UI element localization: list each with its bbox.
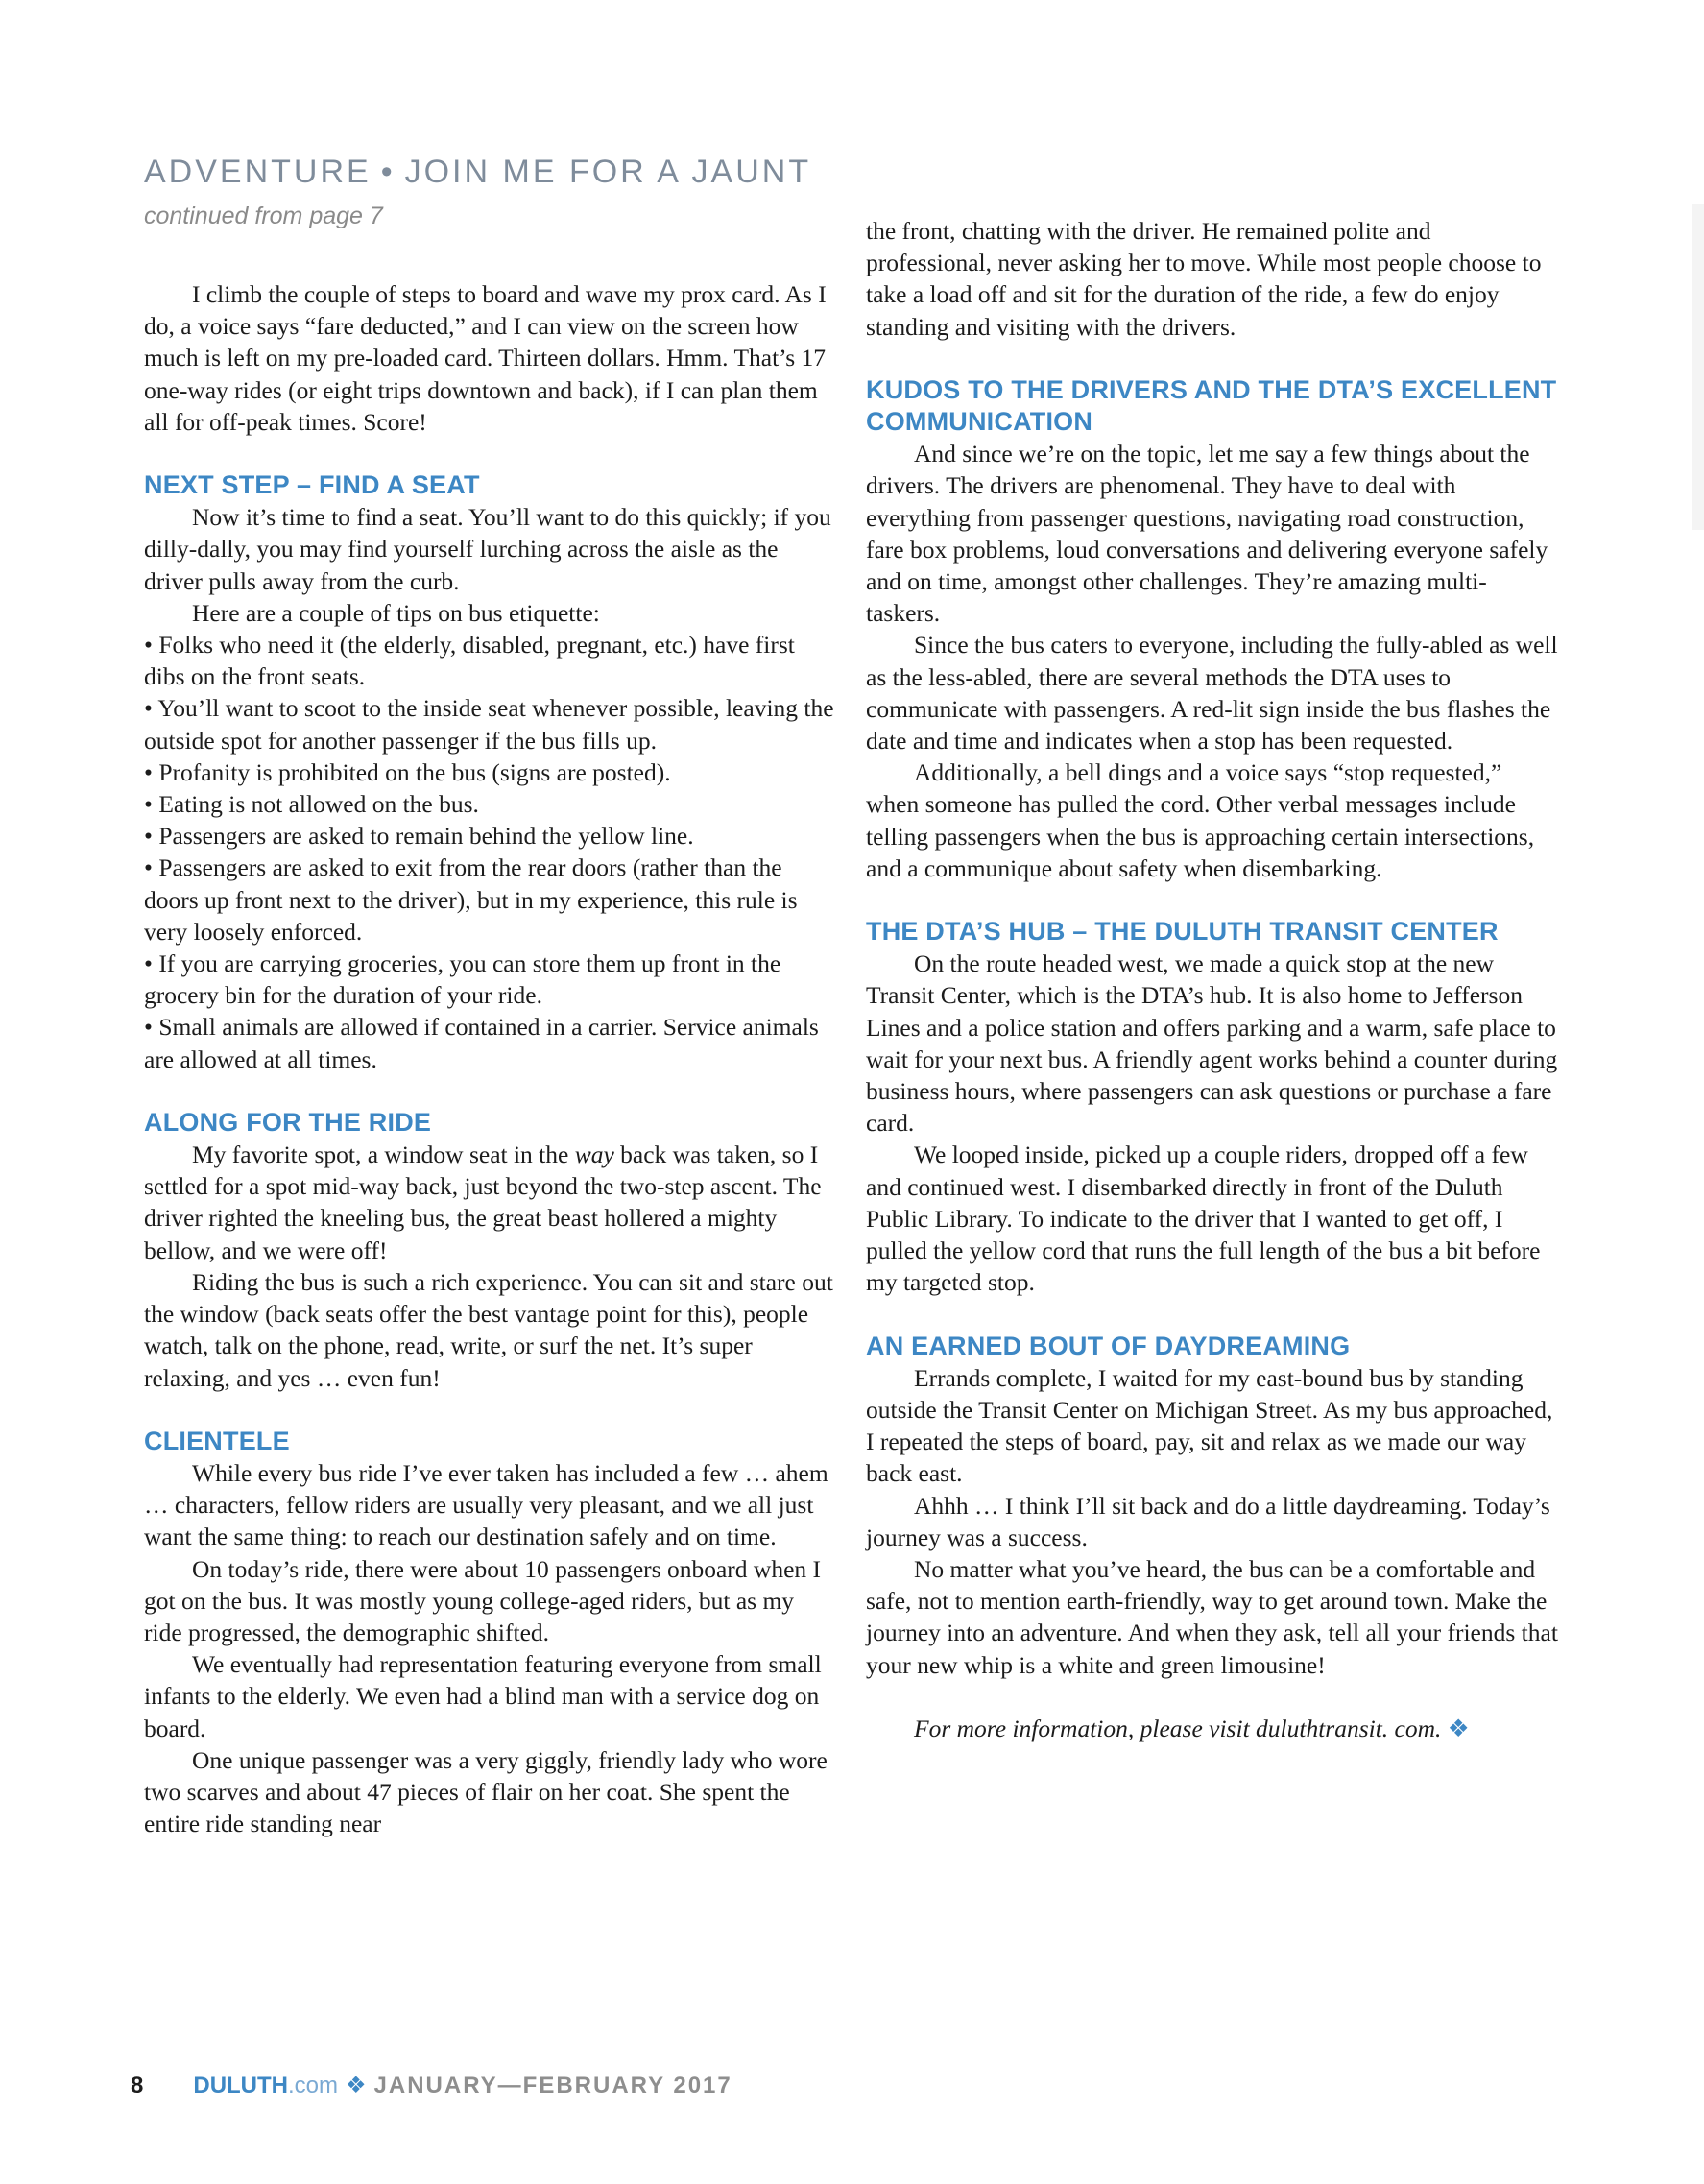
continued-note: continued from page 7 xyxy=(144,203,383,229)
heading-kudos: KUDOS TO THE DRIVERS AND THE DTA’S EXCELLENT COMMUNICATION xyxy=(866,374,1557,437)
section-kicker xyxy=(144,154,811,191)
article-title: JOIN ME FOR A JAUNT xyxy=(404,154,812,190)
tip-item: • Folks who need it (the elderly, disabled, pregnant, etc.) have first dibs on the front seats. xyxy=(144,629,837,692)
intro-paragraph: I climb the couple of steps to board and wave my prox card. As I do, a voice says “fare deducted,” and I can view on the screen how much is left on my pre-loaded card. Thirteen dollars. Hmm. That’s 17 one-way rides (or eight trips downtown and back), if I can plan them all for off-peak times. Score! xyxy=(144,280,827,436)
heading-along-for-ride: ALONG FOR THE RIDE xyxy=(144,1107,432,1137)
diamond-separator-icon: ❖ xyxy=(346,2073,367,2099)
paragraph: We eventually had representation featuring everyone from small infants to the elderly. We even had a blind man with a service dog on board. xyxy=(144,1650,822,1742)
heading-transit-center: THE DTA’S HUB – THE DULUTH TRANSIT CENTER xyxy=(866,917,1499,947)
tip-item: • Passengers are asked to remain behind the yellow line. xyxy=(144,820,837,852)
heading-clientele: CLIENTELE xyxy=(144,1426,290,1455)
paragraph: We looped inside, picked up a couple riders, dropped off a few and continued west. I disembarked directly in front of the Duluth Public Library. To indicate to the driver that I wanted to get off, I pulled the yellow cord that runs the full length of the bus a bit before my targeted stop. xyxy=(866,1140,1541,1297)
issue-date: JANUARY—FEBRUARY 2017 xyxy=(373,2073,732,2099)
paragraph: Errands complete, I waited for my east-bound bus by standing outside the Transit Center on Michigan Street. As my bus approached, I repeated the steps of board, pay, sit and relax as we made our way back east. xyxy=(866,1363,1553,1488)
heading-daydreaming: AN EARNED BOUT OF DAYDREAMING xyxy=(866,1331,1351,1360)
paragraph: On today’s ride, there were about 10 passengers onboard when I got on the bus. It was mostly young college-aged riders, but as my ride progressed, the demographic shifted. xyxy=(144,1554,822,1646)
paragraph: My favorite spot, a window seat in the way back was taken, so I settled for a spot mid-way back, just beyond the two-step ascent. The driver righted the kneeling bus, the great beast hollered a mighty bellow, and we were off! xyxy=(144,1140,822,1264)
brand-name: DULUTH xyxy=(193,2073,289,2099)
paragraph: Riding the bus is such a rich experience. You can sit and stare out the window (back seats offer the best vantage point for this), people watch, talk on the phone, read, write, or surf the net. It’s super relaxing, and yes … even fun! xyxy=(144,1267,833,1392)
paragraph: One unique passenger was a very giggly, friendly lady who wore two scarves and about 47 pieces of flair on her coat. She spent the entire ride standing near xyxy=(144,1745,828,1838)
tip-item: • Eating is not allowed on the bus. xyxy=(144,788,837,820)
page-number: 8 xyxy=(131,2073,144,2099)
brand-domain: .com xyxy=(288,2073,339,2099)
paragraph: Additionally, a bell dings and a voice says “stop requested,” when someone has pulled the cord. Other verbal messages include telling passengers when the bus is approaching certain intersections, and a communique about safety when disembarking. xyxy=(866,758,1535,882)
tip-item: • Passengers are asked to exit from the rear doors (rather than the doors up front next to the driver), but in my experience, this rule is very loosely enforced. xyxy=(144,852,837,948)
closing-note: For more information, please visit duluthtransit. com. ❖ xyxy=(914,1714,1470,1742)
tip-item: • Small animals are allowed if contained in a carrier. Service animals are allowed at all times. xyxy=(144,1011,837,1074)
paragraph-continued: the front, chatting with the driver. He remained polite and professional, never asking her to move. While most people choose to take a load off and sit for the duration of the ride, a few do enjoy standing and visiting with the drivers. xyxy=(866,217,1542,341)
paragraph: No matter what you’ve heard, the bus can be a comfortable and safe, not to mention earth-friendly, way to get around town. Make the journey into an adventure. And when they ask, tell all your friends that your new whip is a white and green limousine! xyxy=(866,1554,1558,1679)
kicker-separator: • xyxy=(380,154,396,190)
emphasis: way xyxy=(574,1140,614,1169)
tip-item: • You’ll want to scoot to the inside seat whenever possible, leaving the outside spot for another passenger if the bus fills up. xyxy=(144,692,837,756)
paragraph: Since the bus caters to everyone, including the fully-abled as well as the less-abled, there are several methods the DTA uses to communicate with passengers. A red-lit sign inside the bus flashes the date and time and indicates when a stop has been requested. xyxy=(866,631,1558,756)
tip-item: • Profanity is prohibited on the bus (signs are posted). xyxy=(144,756,837,788)
tip-item: • If you are carrying groceries, you can store them up front in the grocery bin for the duration of your ride. xyxy=(144,948,837,1011)
page-footer xyxy=(131,2072,732,2100)
paragraph: While every bus ride I’ve ever taken has included a few … ahem … characters, fellow riders are usually very pleasant, and we all just want the same thing: to reach our destination safely and on time. xyxy=(144,1458,828,1551)
heading-find-seat: NEXT STEP – FIND A SEAT xyxy=(144,470,480,500)
paragraph: Here are a couple of tips on bus etiquette: xyxy=(192,598,600,627)
paragraph: Now it’s time to find a seat. You’ll want to do this quickly; if you dilly-dally, you may find yourself lurching across the aisle as the driver pulls away from the curb. xyxy=(144,503,831,595)
right-column xyxy=(866,215,1559,1744)
page-edge-tab xyxy=(1692,204,1704,530)
paragraph: On the route headed west, we made a quick stop at the new Transit Center, which is the DTA’s hub. It is also home to Jefferson Lines and a police station and offers parking and a warm, safe place to wait for your next bus. A friendly agent works behind a counter during business hours, where passengers can ask questions or purchase a fare card. xyxy=(866,949,1558,1138)
paragraph: And since we’re on the topic, let me say a few things about the drivers. The drivers are phenomenal. They have to deal with everything from passenger questions, navigating road construction, fare box problems, loud conversations and delivering everyone safely and on time, amongst other challenges. They’re amazing multi-taskers. xyxy=(866,440,1548,628)
section-label: ADVENTURE xyxy=(144,154,372,190)
left-column xyxy=(144,278,837,1839)
diamond-ornament-icon: ❖ xyxy=(1447,1714,1470,1742)
paragraph: Ahhh … I think I’ll sit back and do a little daydreaming. Today’s journey was a success. xyxy=(866,1491,1550,1551)
